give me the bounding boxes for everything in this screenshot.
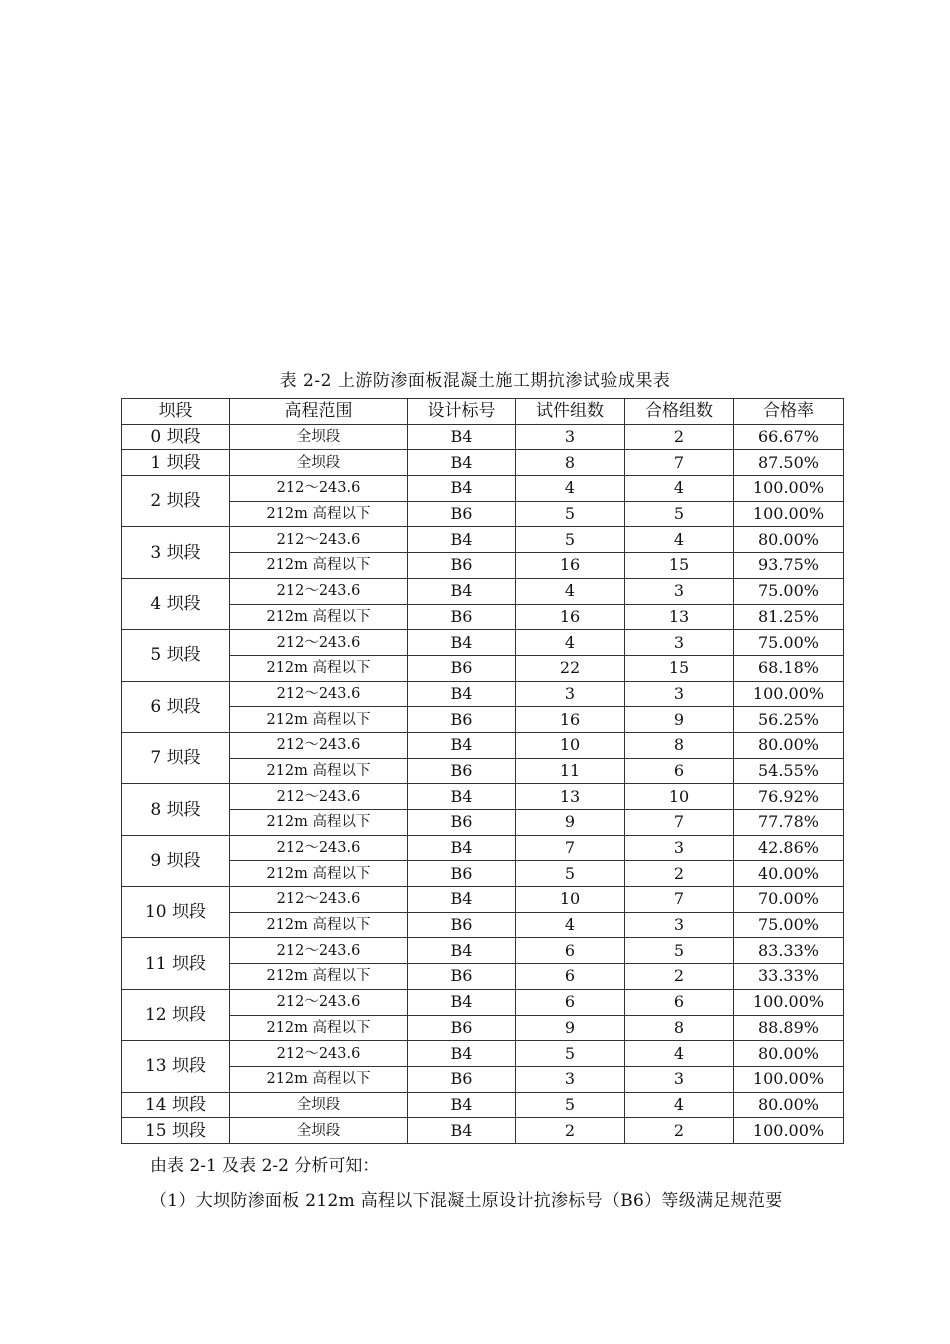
pass-rate-cell: 80.00%: [734, 1041, 844, 1067]
passed-count-cell: 7: [625, 450, 734, 476]
table-row: [122, 1015, 844, 1041]
table-row: [122, 707, 844, 733]
table-row: [122, 732, 844, 758]
header-cell: 合格组数: [625, 399, 734, 425]
passed-count-cell: 9: [625, 707, 734, 733]
elevation-range-cell: 212m 高程以下: [230, 707, 408, 733]
header-cell: 高程范围: [230, 399, 408, 425]
design-grade-cell: B4: [408, 732, 516, 758]
pass-rate-cell: 56.25%: [734, 707, 844, 733]
pass-rate-cell: 80.00%: [734, 527, 844, 553]
elevation-range-cell: 212～243.6: [230, 732, 408, 758]
passed-count-cell: 2: [625, 1118, 734, 1144]
passed-count-cell: 4: [625, 1092, 734, 1118]
table-header-row: [122, 399, 844, 425]
specimen-count-cell: 9: [516, 1015, 625, 1041]
elevation-range-cell: 212m 高程以下: [230, 964, 408, 990]
design-grade-cell: B4: [408, 476, 516, 502]
table-caption: 表 2-2 上游防渗面板混凝土施工期抗渗试验成果表: [279, 371, 671, 391]
table-row: [122, 655, 844, 681]
pass-rate-cell: 54.55%: [734, 758, 844, 784]
specimen-count-cell: 16: [516, 553, 625, 579]
table-row: [122, 861, 844, 887]
segment-cell: 3 坝段: [122, 527, 230, 578]
design-grade-cell: B4: [408, 784, 516, 810]
pass-rate-cell: 40.00%: [734, 861, 844, 887]
pass-rate-cell: 100.00%: [734, 476, 844, 502]
specimen-count-cell: 5: [516, 861, 625, 887]
segment-cell: 6 坝段: [122, 681, 230, 732]
passed-count-cell: 2: [625, 964, 734, 990]
pass-rate-cell: 83.33%: [734, 938, 844, 964]
passed-count-cell: 8: [625, 1015, 734, 1041]
pass-rate-cell: 33.33%: [734, 964, 844, 990]
pass-rate-cell: 100.00%: [734, 681, 844, 707]
passed-count-cell: 10: [625, 784, 734, 810]
design-grade-cell: B4: [408, 527, 516, 553]
pass-rate-cell: 100.00%: [734, 1118, 844, 1144]
analysis-intro: 由表 2-1 及表 2-2 分析可知：: [150, 1156, 380, 1176]
segment-cell: 4 坝段: [122, 578, 230, 629]
pass-rate-cell: 100.00%: [734, 989, 844, 1015]
pass-rate-cell: 75.00%: [734, 578, 844, 604]
specimen-count-cell: 4: [516, 912, 625, 938]
specimen-count-cell: 10: [516, 887, 625, 913]
pass-rate-cell: 87.50%: [734, 450, 844, 476]
specimen-count-cell: 4: [516, 578, 625, 604]
elevation-range-cell: 212～243.6: [230, 578, 408, 604]
table-row: [122, 835, 844, 861]
pass-rate-cell: 81.25%: [734, 604, 844, 630]
segment-cell: 11 坝段: [122, 938, 230, 989]
specimen-count-cell: 11: [516, 758, 625, 784]
design-grade-cell: B4: [408, 578, 516, 604]
table-row: [122, 501, 844, 527]
header-cell: 坝段: [122, 399, 230, 425]
elevation-range-cell: 212m 高程以下: [230, 604, 408, 630]
specimen-count-cell: 4: [516, 630, 625, 656]
pass-rate-cell: 93.75%: [734, 553, 844, 579]
specimen-count-cell: 5: [516, 1092, 625, 1118]
design-grade-cell: B4: [408, 989, 516, 1015]
segment-cell: 15 坝段: [122, 1118, 230, 1144]
passed-count-cell: 7: [625, 810, 734, 836]
design-grade-cell: B6: [408, 553, 516, 579]
design-grade-cell: B6: [408, 758, 516, 784]
table-row: [122, 630, 844, 656]
table-row: [122, 810, 844, 836]
elevation-range-cell: 全坝段: [230, 424, 408, 450]
specimen-count-cell: 3: [516, 681, 625, 707]
passed-count-cell: 4: [625, 476, 734, 502]
pass-rate-cell: 68.18%: [734, 655, 844, 681]
specimen-count-cell: 9: [516, 810, 625, 836]
table-row: [122, 553, 844, 579]
elevation-range-cell: 212～243.6: [230, 784, 408, 810]
specimen-count-cell: 6: [516, 938, 625, 964]
elevation-range-cell: 全坝段: [230, 1092, 408, 1118]
elevation-range-cell: 212～243.6: [230, 835, 408, 861]
table-row: [122, 989, 844, 1015]
segment-cell: 14 坝段: [122, 1092, 230, 1118]
elevation-range-cell: 212m 高程以下: [230, 655, 408, 681]
table-row: [122, 887, 844, 913]
table-row: [122, 1118, 844, 1144]
pass-rate-cell: 100.00%: [734, 501, 844, 527]
table-row: [122, 1041, 844, 1067]
table-row: [122, 1066, 844, 1092]
segment-cell: 0 坝段: [122, 424, 230, 450]
elevation-range-cell: 212～243.6: [230, 887, 408, 913]
design-grade-cell: B6: [408, 501, 516, 527]
design-grade-cell: B4: [408, 938, 516, 964]
elevation-range-cell: 212m 高程以下: [230, 1066, 408, 1092]
elevation-range-cell: 全坝段: [230, 450, 408, 476]
elevation-range-cell: 212m 高程以下: [230, 810, 408, 836]
pass-rate-cell: 75.00%: [734, 912, 844, 938]
table-row: [122, 527, 844, 553]
passed-count-cell: 15: [625, 655, 734, 681]
design-grade-cell: B6: [408, 912, 516, 938]
design-grade-cell: B4: [408, 1041, 516, 1067]
specimen-count-cell: 8: [516, 450, 625, 476]
passed-count-cell: 2: [625, 424, 734, 450]
passed-count-cell: 15: [625, 553, 734, 579]
design-grade-cell: B6: [408, 1015, 516, 1041]
table-row: [122, 964, 844, 990]
design-grade-cell: B6: [408, 810, 516, 836]
table-row: [122, 1092, 844, 1118]
specimen-count-cell: 2: [516, 1118, 625, 1144]
pass-rate-cell: 42.86%: [734, 835, 844, 861]
passed-count-cell: 3: [625, 835, 734, 861]
passed-count-cell: 5: [625, 938, 734, 964]
pass-rate-cell: 75.00%: [734, 630, 844, 656]
header-cell: 合格率: [734, 399, 844, 425]
design-grade-cell: B6: [408, 707, 516, 733]
table-row: [122, 912, 844, 938]
specimen-count-cell: 16: [516, 604, 625, 630]
elevation-range-cell: 212～243.6: [230, 630, 408, 656]
elevation-range-cell: 212m 高程以下: [230, 1015, 408, 1041]
elevation-range-cell: 全坝段: [230, 1118, 408, 1144]
design-grade-cell: B4: [408, 835, 516, 861]
design-grade-cell: B6: [408, 1066, 516, 1092]
specimen-count-cell: 3: [516, 1066, 625, 1092]
pass-rate-cell: 80.00%: [734, 732, 844, 758]
segment-cell: 1 坝段: [122, 450, 230, 476]
specimen-count-cell: 3: [516, 424, 625, 450]
passed-count-cell: 3: [625, 1066, 734, 1092]
segment-cell: 12 坝段: [122, 989, 230, 1040]
design-grade-cell: B4: [408, 1092, 516, 1118]
specimen-count-cell: 4: [516, 476, 625, 502]
passed-count-cell: 6: [625, 989, 734, 1015]
pass-rate-cell: 76.92%: [734, 784, 844, 810]
design-grade-cell: B6: [408, 861, 516, 887]
segment-cell: 5 坝段: [122, 630, 230, 681]
passed-count-cell: 7: [625, 887, 734, 913]
passed-count-cell: 13: [625, 604, 734, 630]
specimen-count-cell: 16: [516, 707, 625, 733]
passed-count-cell: 8: [625, 732, 734, 758]
design-grade-cell: B4: [408, 681, 516, 707]
elevation-range-cell: 212m 高程以下: [230, 861, 408, 887]
specimen-count-cell: 5: [516, 501, 625, 527]
segment-cell: 9 坝段: [122, 835, 230, 886]
table-row: [122, 604, 844, 630]
elevation-range-cell: 212～243.6: [230, 1041, 408, 1067]
segment-cell: 13 坝段: [122, 1041, 230, 1092]
pass-rate-cell: 70.00%: [734, 887, 844, 913]
specimen-count-cell: 22: [516, 655, 625, 681]
table-row: [122, 424, 844, 450]
header-cell: 试件组数: [516, 399, 625, 425]
segment-cell: 10 坝段: [122, 887, 230, 938]
passed-count-cell: 5: [625, 501, 734, 527]
pass-rate-cell: 77.78%: [734, 810, 844, 836]
design-grade-cell: B4: [408, 424, 516, 450]
passed-count-cell: 3: [625, 630, 734, 656]
elevation-range-cell: 212～243.6: [230, 989, 408, 1015]
specimen-count-cell: 7: [516, 835, 625, 861]
specimen-count-cell: 6: [516, 989, 625, 1015]
passed-count-cell: 4: [625, 527, 734, 553]
elevation-range-cell: 212～243.6: [230, 527, 408, 553]
design-grade-cell: B4: [408, 1118, 516, 1144]
specimen-count-cell: 6: [516, 964, 625, 990]
passed-count-cell: 3: [625, 681, 734, 707]
elevation-range-cell: 212～243.6: [230, 476, 408, 502]
passed-count-cell: 4: [625, 1041, 734, 1067]
pass-rate-cell: 66.67%: [734, 424, 844, 450]
design-grade-cell: B6: [408, 964, 516, 990]
table-row: [122, 938, 844, 964]
specimen-count-cell: 5: [516, 527, 625, 553]
design-grade-cell: B4: [408, 630, 516, 656]
elevation-range-cell: 212～243.6: [230, 938, 408, 964]
elevation-range-cell: 212m 高程以下: [230, 912, 408, 938]
table-row: [122, 450, 844, 476]
design-grade-cell: B4: [408, 887, 516, 913]
table-row: [122, 476, 844, 502]
table-row: [122, 578, 844, 604]
segment-cell: 7 坝段: [122, 732, 230, 783]
impermeability-test-table: [121, 398, 844, 1144]
passed-count-cell: 3: [625, 578, 734, 604]
design-grade-cell: B6: [408, 655, 516, 681]
passed-count-cell: 6: [625, 758, 734, 784]
pass-rate-cell: 80.00%: [734, 1092, 844, 1118]
table-row: [122, 758, 844, 784]
table-row: [122, 681, 844, 707]
elevation-range-cell: 212m 高程以下: [230, 758, 408, 784]
segment-cell: 8 坝段: [122, 784, 230, 835]
elevation-range-cell: 212～243.6: [230, 681, 408, 707]
design-grade-cell: B4: [408, 450, 516, 476]
specimen-count-cell: 13: [516, 784, 625, 810]
passed-count-cell: 2: [625, 861, 734, 887]
elevation-range-cell: 212m 高程以下: [230, 501, 408, 527]
design-grade-cell: B6: [408, 604, 516, 630]
analysis-point-1: （1）大坝防渗面板 212m 高程以下混凝土原设计抗渗标号（B6）等级满足规范要: [150, 1191, 783, 1211]
passed-count-cell: 3: [625, 912, 734, 938]
specimen-count-cell: 10: [516, 732, 625, 758]
elevation-range-cell: 212m 高程以下: [230, 553, 408, 579]
pass-rate-cell: 88.89%: [734, 1015, 844, 1041]
pass-rate-cell: 100.00%: [734, 1066, 844, 1092]
specimen-count-cell: 5: [516, 1041, 625, 1067]
segment-cell: 2 坝段: [122, 476, 230, 527]
table-row: [122, 784, 844, 810]
header-cell: 设计标号: [408, 399, 516, 425]
